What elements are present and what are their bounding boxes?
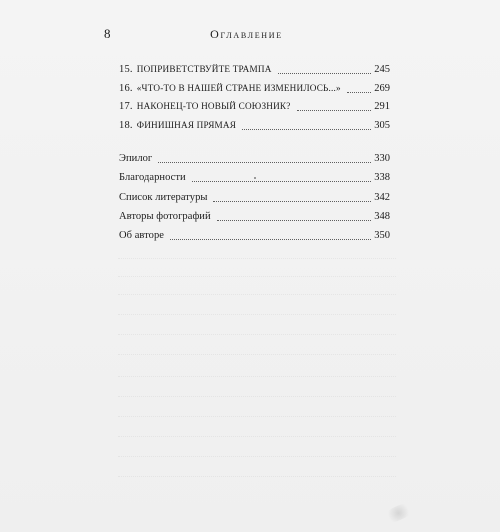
toc-leader-dots [170,239,371,240]
toc-entry-page: 305 [374,119,390,131]
toc-entry-page: 291 [374,101,390,113]
toc-leader-dots [217,220,372,221]
toc-leader-dots [242,129,371,130]
toc-entry-title: Список литературы [119,191,208,203]
toc-entry-title: Благодарности [119,172,186,184]
toc-entry-number: 17. [119,101,133,113]
toc-leader-dots [297,110,372,111]
toc-entry-number: 15. [119,64,133,76]
toc-entry-page: 348 [374,210,390,222]
show-through-line [118,334,396,335]
toc-back-matter [119,146,390,242]
toc-entry-title: «ЧТО-ТО В НАШЕЙ СТРАНЕ ИЗМЕНИЛОСЬ...» [136,82,341,93]
toc-entry-page: 350 [374,229,390,241]
toc-row [119,204,390,223]
toc-row [119,223,390,242]
toc-row [119,184,390,203]
toc-entry-number: 18. [119,119,133,131]
show-through-line [118,294,396,295]
show-through-line [118,436,396,437]
show-through-line [118,476,396,477]
page-number: 8 [104,26,111,41]
toc-row [119,58,390,76]
toc-entry-page: 269 [374,82,390,94]
page-header [104,24,389,44]
show-through-text [118,250,396,500]
show-through-line [118,354,396,355]
toc-entry-page: 245 [374,64,390,76]
toc-leader-dots [347,92,371,93]
toc-leader-dots [192,181,372,182]
toc-entry-title: Эпилог [119,153,153,165]
toc-leader-dots [213,201,371,202]
toc-entry-page: 330 [374,153,390,165]
show-through-line [118,396,396,397]
toc-entry-title: Авторы фотографий [119,210,211,222]
page-title: Оглавление [210,26,283,41]
toc-entry-title: ПОПРИВЕТСТВУЙТЕ ТРАМПА [136,64,272,75]
show-through-line [118,416,396,417]
toc-entry-title: Об авторе [119,229,164,241]
toc-row [119,76,390,94]
toc-row [119,113,390,131]
toc-entry-page: 342 [374,191,390,203]
toc-entry-page: 338 [374,172,390,184]
toc-chapters [119,58,390,132]
toc-entry-label [119,119,238,132]
toc-entry-label [119,100,293,113]
toc-entry-title: НАКОНЕЦ-ТО НОВЫЙ СОЮЗНИК? [136,101,291,112]
toc-row [119,146,390,165]
toc-row [119,165,390,184]
toc-row [119,95,390,113]
toc-entry-label [119,82,343,95]
toc-leader-dots [278,73,372,74]
show-through-line [118,258,396,259]
show-through-line [118,376,396,377]
show-through-line [118,314,396,315]
toc-entry-label [119,63,274,76]
toc-entry-number: 16. [119,82,133,94]
show-through-line [118,456,396,457]
page-smudge [383,501,413,525]
toc-leader-dots [158,162,371,163]
print-speck [254,177,256,179]
show-through-line [118,276,396,277]
toc-entry-title: ФИНИШНАЯ ПРЯМАЯ [136,119,237,130]
